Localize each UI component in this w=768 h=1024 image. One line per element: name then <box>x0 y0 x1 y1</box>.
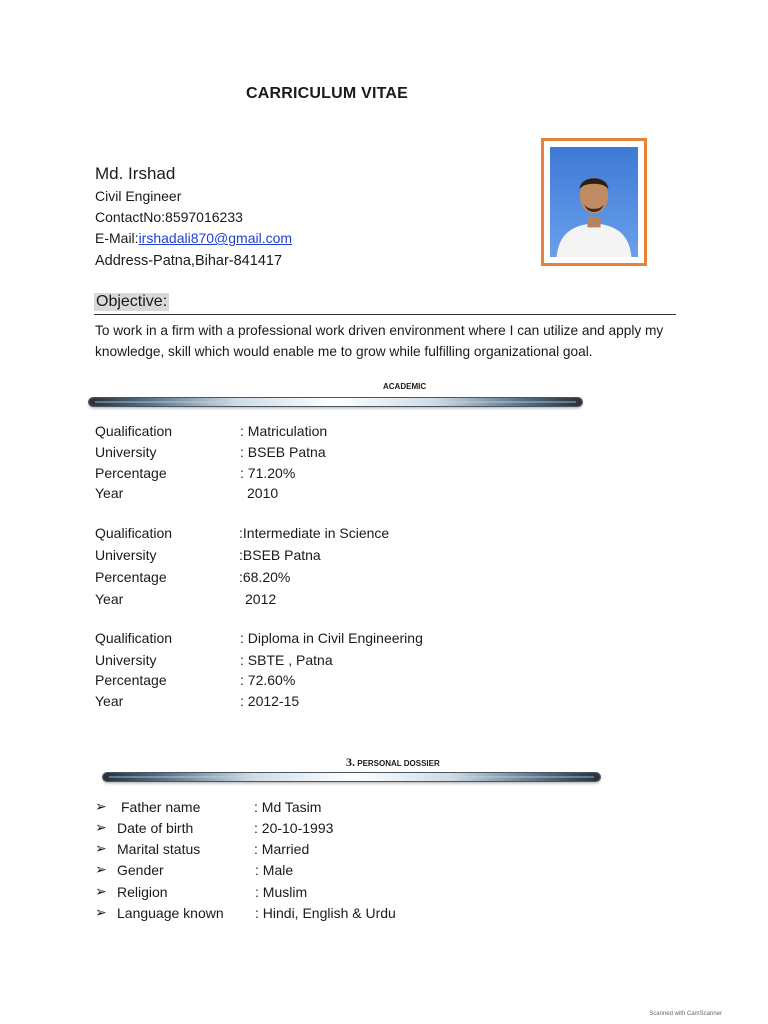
field-value: : Hindi, English & Urdu <box>255 905 396 921</box>
field-label: Marital status <box>117 841 201 857</box>
field-label: Qualification <box>95 525 173 541</box>
field-label: Percentage <box>95 465 167 481</box>
field-label: University <box>95 547 157 563</box>
field-value: : Male <box>255 862 294 878</box>
field-value: : 71.20% <box>240 465 296 481</box>
personal-divider-bar <box>103 773 600 781</box>
section-number: 3. <box>346 755 355 769</box>
field-label: Percentage <box>95 569 167 585</box>
field-value: : Matriculation <box>240 423 328 439</box>
objective-label: Objective: <box>96 293 168 310</box>
field-value: 2010 <box>247 485 279 501</box>
email-prefix: E-Mail: <box>95 230 139 246</box>
academic-divider-bar <box>89 398 582 406</box>
section-title: PERSONAL DOSSIER <box>357 759 440 768</box>
field-label: Qualification <box>95 423 173 439</box>
arrow-bullet-icon: ➢ <box>95 819 107 835</box>
document-title: CARRICULUM VITAE <box>246 85 409 102</box>
field-label: University <box>95 652 157 668</box>
email-link[interactable]: irshadali870@gmail.com <box>138 230 293 246</box>
field-label: Father name <box>121 799 201 815</box>
field-value: : SBTE , Patna <box>240 652 333 668</box>
scanner-watermark: Scanned with CamScanner <box>649 1011 722 1017</box>
field-value: :68.20% <box>239 569 291 585</box>
field-label: Qualification <box>95 630 173 646</box>
address: Address-Patna,Bihar-841417 <box>95 253 283 269</box>
field-value: : Muslim <box>255 884 308 900</box>
field-label: Gender <box>117 862 164 878</box>
personal-heading <box>346 755 440 770</box>
email-line <box>95 230 292 246</box>
field-label: Religion <box>117 884 168 900</box>
candidate-name: Md. Irshad <box>95 164 176 183</box>
field-label: Year <box>95 693 124 709</box>
field-value: :BSEB Patna <box>239 547 321 563</box>
profile-photo <box>541 138 647 266</box>
contact-number: ContactNo:8597016233 <box>95 209 243 225</box>
field-value: : Married <box>254 841 310 857</box>
arrow-bullet-icon: ➢ <box>95 840 107 856</box>
field-label: Date of birth <box>117 820 194 836</box>
arrow-bullet-icon: ➢ <box>95 883 107 899</box>
profession: Civil Engineer <box>95 188 182 204</box>
arrow-bullet-icon: ➢ <box>95 861 107 877</box>
person-silhouette-icon <box>550 147 638 257</box>
field-label: Percentage <box>95 672 167 688</box>
field-value: : 20-10-1993 <box>254 820 334 836</box>
field-value: : Md Tasim <box>254 799 322 815</box>
field-value: : 72.60% <box>240 672 296 688</box>
field-value: : Diploma in Civil Engineering <box>240 630 423 646</box>
objective-divider <box>94 314 676 315</box>
photo-image <box>550 147 638 257</box>
field-label: Year <box>95 485 124 501</box>
field-value: : BSEB Patna <box>240 444 326 460</box>
field-value: : 2012-15 <box>240 693 300 709</box>
field-value: 2012 <box>245 591 277 607</box>
objective-text: To work in a firm with a professional work driven environment where I can utilize and apply my knowledge, skill which would enable me to grow while fulfilling organizational goal. <box>95 323 664 359</box>
arrow-bullet-icon: ➢ <box>95 798 107 814</box>
academic-heading: ACADEMIC <box>383 382 427 391</box>
field-label: University <box>95 444 157 460</box>
arrow-bullet-icon: ➢ <box>95 904 107 920</box>
field-label: Year <box>95 591 124 607</box>
field-value: :Intermediate in Science <box>239 525 390 541</box>
field-label: Language known <box>117 905 224 921</box>
